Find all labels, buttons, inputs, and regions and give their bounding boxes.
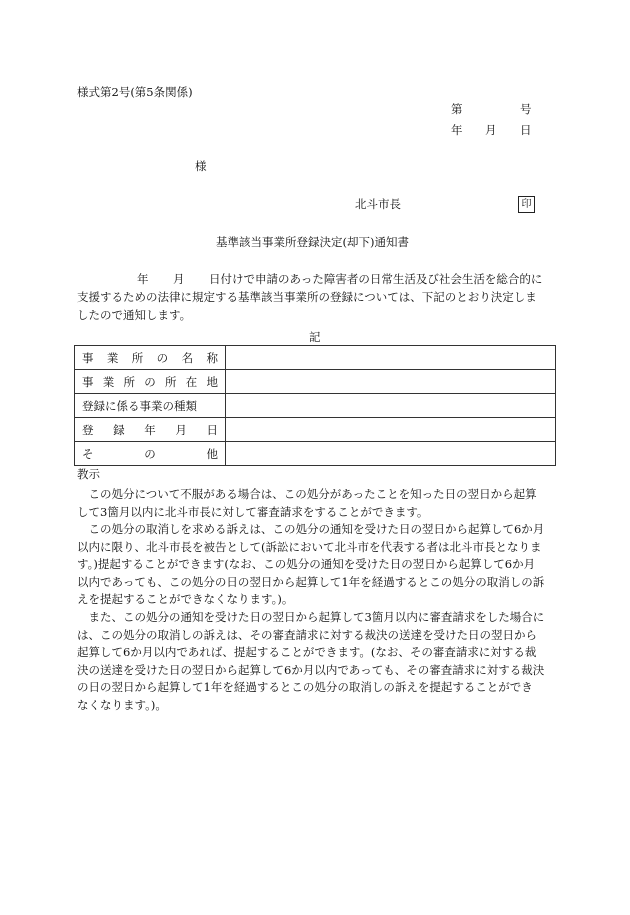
- addressee-suffix: 様: [195, 159, 207, 173]
- row-label: [75, 346, 226, 370]
- intro-year: 年: [137, 272, 149, 286]
- notice-line: 以内であっても、この処分の日の翌日から起算して1年を経過するとこの処分の取消しの訴: [77, 574, 545, 589]
- row-value-cell[interactable]: [226, 346, 556, 370]
- notice-line: す。)提起することができます(なお、この処分の通知を受けた日の翌日から起算して6か月: [77, 557, 536, 571]
- notice-line: 決の送達を受けた日の翌日から起算して6か月以内であっても、その審査請求に対する裁決: [77, 662, 545, 677]
- row-value-cell[interactable]: [226, 418, 556, 442]
- table-row: [75, 418, 556, 442]
- notice-paragraph-2: [77, 521, 555, 609]
- doc-number-go: 号: [520, 102, 532, 116]
- table-row: [75, 370, 556, 394]
- notice-line: して3箇月以内に北斗市長に対して審査請求をすることができます。: [77, 504, 429, 519]
- issuer-title: 北斗市長: [355, 197, 401, 211]
- row-label-text: 事 業 所 の 名 称: [82, 350, 218, 365]
- intro-line-1: 日付けで申請のあった障害者の日常生活及び社会生活を総合的に: [209, 272, 543, 286]
- row-label-text: 事 業 所 の 所 在 地: [82, 374, 218, 389]
- row-label: [75, 370, 226, 394]
- seal-mark: 印: [518, 196, 535, 213]
- intro-line-2: 支援するための法律に規定する基準該当事業所の登録については、下記のとおり決定しま: [77, 290, 537, 304]
- notice-line: この処分について不服がある場合は、この処分があったことを知った日の翌日から起算: [77, 487, 537, 501]
- form-number: 様式第2号(第5条関係): [77, 85, 193, 99]
- notice-heading: 教示: [77, 467, 100, 481]
- notice-line: 以内に限り、北斗市長を被告として(訴訟において北斗市を代表する者は北斗市長となりま: [77, 539, 542, 554]
- notice-line: えを提起することができなくなります。)。: [77, 592, 294, 606]
- row-label: [75, 418, 226, 442]
- table-row: [75, 442, 556, 466]
- row-value-cell[interactable]: [226, 394, 556, 418]
- intro-month: 月: [173, 272, 185, 286]
- row-label-text: 登録に係る事業の種類: [82, 398, 197, 413]
- notice-line: この処分の取消しを求める訴えは、この処分の通知を受けた日の翌日から起算して6か月: [77, 522, 545, 536]
- date-year: 年: [451, 123, 463, 137]
- notice-line: は、この処分の取消しの訴えは、その審査請求に対する裁決の送達を受けた日の翌日から: [77, 627, 537, 642]
- row-label-text: そ の 他: [82, 446, 218, 461]
- notice-line: また、この処分の通知を受けた日の翌日から起算して3箇月以内に審査請求をした場合に: [77, 610, 545, 624]
- document-title: 基準該当事業所登録決定(却下)通知書: [216, 235, 409, 249]
- row-label-text: 登 録 年 月 日: [82, 422, 218, 437]
- notice-paragraph-1: [77, 486, 555, 521]
- table-row: [75, 394, 556, 418]
- date-day: 日: [520, 123, 532, 137]
- table-row: [75, 346, 556, 370]
- row-value-cell[interactable]: [226, 370, 556, 394]
- registration-table: [74, 345, 556, 466]
- intro-line-3: したので通知します。: [77, 308, 192, 322]
- ki-heading: 記: [309, 330, 321, 344]
- doc-number-dai: 第: [451, 102, 463, 116]
- notice-line: なくなります。)。: [77, 697, 167, 712]
- row-label: [75, 394, 226, 418]
- notice-paragraph-3: [77, 609, 555, 714]
- date-month: 月: [485, 123, 497, 137]
- row-label: [75, 442, 226, 466]
- row-value-cell[interactable]: [226, 442, 556, 466]
- notice-line: 起算して6か月以内であれば、提起することができます。(なお、その審査請求に対する裁: [77, 645, 537, 659]
- notice-line: の日の翌日から起算して1年を経過するとこの処分の取消しの訴えを提起することができ: [77, 680, 533, 694]
